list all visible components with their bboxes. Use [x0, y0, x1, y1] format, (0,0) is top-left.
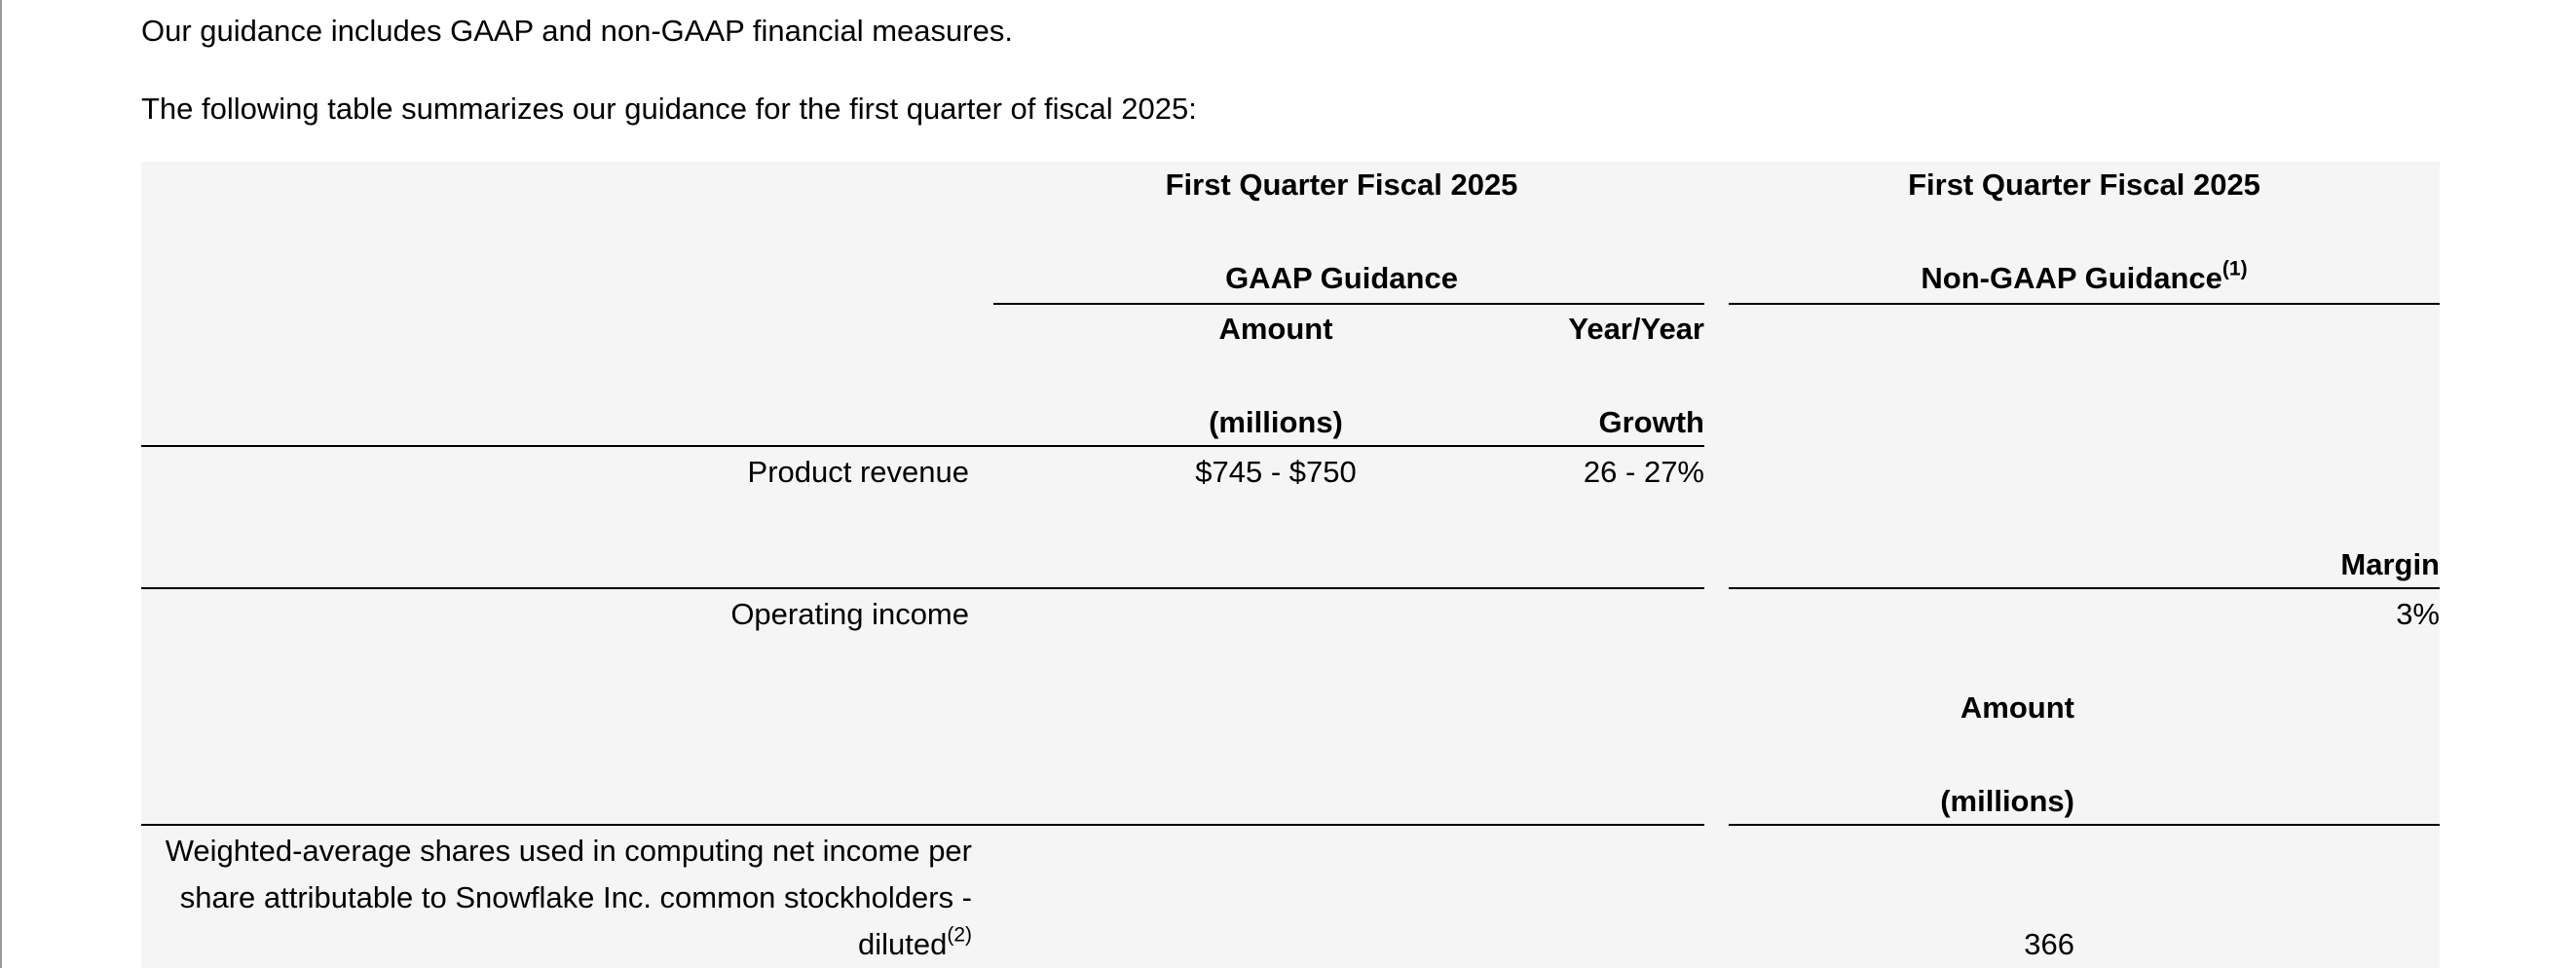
operating-income-non-gaap-margin: 3% — [2396, 597, 2440, 631]
weighted-average-shares-label: Weighted-average shares used in computing net income per share attributable to Snowflake Inc. common stockholders - diluted — [165, 834, 972, 961]
non-gaap-margin-header: Margin — [2340, 547, 2440, 581]
gaap-amount-header-line2: (millions) — [1209, 405, 1343, 439]
row-label-weighted-average-shares — [141, 828, 972, 968]
gaap-guidance-header: GAAP Guidance — [1225, 261, 1458, 295]
intro-paragraph-1: Our guidance includes GAAP and non-GAAP financial measures. — [141, 14, 1013, 48]
gaap-header-rule — [993, 303, 1704, 305]
non-gaap-guidance-title: Non-GAAP Guidance — [1921, 261, 2222, 295]
gaap-growth-header-line2: Growth — [1598, 405, 1704, 439]
non-gaap-header-rule — [1729, 303, 2440, 305]
footnote-2-marker: (2) — [947, 923, 972, 947]
row-label-product-revenue: Product revenue — [747, 455, 969, 489]
non-gaap-guidance-header — [1729, 259, 2440, 298]
non-gaap-amount-header-line2: (millions) — [1940, 784, 2074, 818]
product-revenue-gaap-amount: $745 - $750 — [1195, 455, 1357, 489]
shares-rule-right — [1729, 824, 2440, 826]
gaap-period-header: First Quarter Fiscal 2025 — [1165, 168, 1518, 202]
operating-income-rule-left — [141, 587, 1704, 589]
non-gaap-amount-header-line1: Amount — [1960, 690, 2074, 725]
footnote-1-marker: (1) — [2221, 257, 2248, 280]
weighted-shares-non-gaap-amount: 366 — [2024, 927, 2074, 961]
column-header-rule — [141, 445, 1704, 447]
row-label-operating-income: Operating income — [730, 597, 969, 631]
shares-rule-left — [141, 824, 1704, 826]
intro-paragraph-2: The following table summarizes our guidance for the first quarter of fiscal 2025: — [141, 92, 1197, 126]
gaap-growth-header-line1: Year/Year — [1568, 312, 1704, 346]
operating-income-rule-right — [1729, 587, 2440, 589]
gaap-amount-header-line1: Amount — [1218, 312, 1333, 346]
page-left-border — [0, 0, 2, 968]
product-revenue-gaap-growth: 26 - 27% — [1583, 455, 1704, 489]
non-gaap-period-header: First Quarter Fiscal 2025 — [1908, 168, 2260, 202]
